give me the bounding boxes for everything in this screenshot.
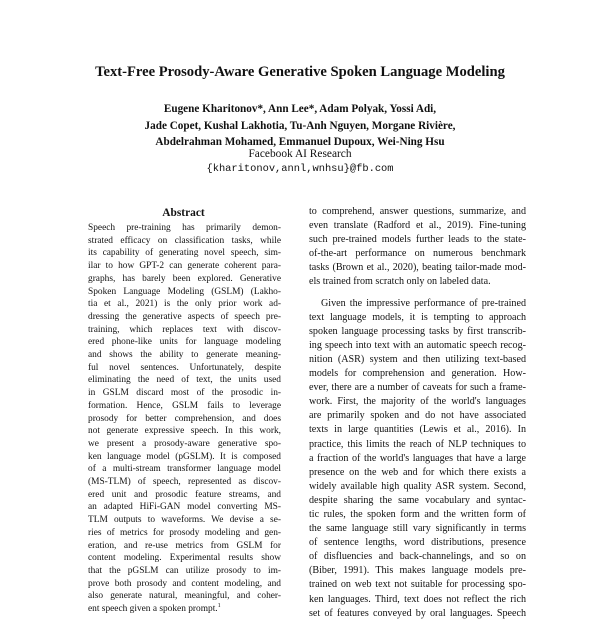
body-line: trained on web text not suitable for processing spo- xyxy=(309,579,526,591)
body-line: are primarily spoken and do not have associated xyxy=(309,410,526,422)
body-line: of-the-art performance on numerous benchmark xyxy=(309,248,526,260)
abstract-body xyxy=(88,222,281,616)
body-line: practice, this limits the reach of NLP techniques to xyxy=(309,438,526,450)
body-line: work. First, the majority of the world's languages xyxy=(309,396,526,408)
abstract-line: also generate natural, meaningful, and coher- xyxy=(88,591,281,602)
paper-title: Text-Free Prosody-Aware Generative Spoken Language Modeling xyxy=(95,64,505,80)
abstract-line: ered unit and prosodic feature streams, and xyxy=(88,489,281,500)
abstract-line: dressing the generative aspects of speech pre- xyxy=(88,311,281,322)
abstract-line: of a multi-stream transformer language model xyxy=(88,464,281,475)
body-column-right xyxy=(309,205,526,621)
abstract-line: in GSLM discard most of the prosodic in- xyxy=(88,388,281,399)
body-line: such pre-trained models further leads to the state- xyxy=(309,234,526,246)
abstract-line: ries of metrics for prosody modeling and gen- xyxy=(88,527,281,538)
abstract-line: ered phone-like units for language modeling xyxy=(88,337,281,348)
body-line: widely available high quality ASR system. Second, xyxy=(309,480,526,492)
body-line: the same language still vary significantly in terms xyxy=(309,523,526,535)
body-line: a fraction of the world's languages that have a large xyxy=(309,452,526,464)
abstract-line: ent speech given a spoken prompt. xyxy=(88,604,218,615)
abstract-line: ilar to how GPT-2 can generate coherent para- xyxy=(88,261,281,272)
abstract-line: an adapted HiFi-GAN model converting MS- xyxy=(88,502,281,513)
body-line: models for comprehension and generation. How- xyxy=(309,368,526,380)
abstract-line: eration, and re-use metrics from GSLM for xyxy=(88,540,281,551)
abstract-line: content modeling. Experimental results show xyxy=(88,553,281,564)
body-line: texts in large quantities (Lewis et al., 2016). In xyxy=(309,424,526,436)
body-line: (Biber, 1991). This makes language models pre- xyxy=(309,565,526,577)
abstract-line: graphs, has barely been explored. Generative xyxy=(88,273,281,284)
body-line: of sentence lengths, word distributions, presence xyxy=(309,537,526,549)
author-line: Abdelrahman Mohamed, Emmanuel Dupoux, Wei-Ning Hsu xyxy=(155,136,445,149)
body-line: Given the impressive performance of pre-trained xyxy=(321,297,526,309)
affiliation: Facebook AI Research xyxy=(248,148,352,160)
body-line: els trained from scratch only on labeled data. xyxy=(309,276,491,288)
author-line: Eugene Kharitonov*, Ann Lee*, Adam Polyak, Yossi Adi, xyxy=(163,103,437,115)
abstract-line: that the pGSLM can utilize prosody to im- xyxy=(88,565,281,576)
abstract-line: its capability of generating novel speech, sim- xyxy=(88,248,281,259)
body-line: set of features conveyed by oral languages. Speech xyxy=(309,607,526,619)
abstract-line: training, which replaces text with discov- xyxy=(88,324,281,335)
body-line: tic rules, the spoken form and the written form of xyxy=(309,508,526,520)
abstract-line: strated efficacy on classification tasks, while xyxy=(88,235,281,246)
abstract-line: TLM outputs to waveforms. We devise a se- xyxy=(88,515,281,526)
abstract-heading: Abstract xyxy=(162,207,205,219)
body-line: to comprehend, answer questions, summarize, and xyxy=(309,206,526,217)
footnote-mark[interactable]: 1 xyxy=(217,603,221,609)
abstract-last-line xyxy=(88,603,281,616)
body-line: tasks (Brown et al., 2020), beating tailor-made mod- xyxy=(309,262,526,274)
body-line: text language models, it is tempting to approach xyxy=(309,311,526,323)
body-line: even translate (Radford et al., 2019). Fine-tuning xyxy=(309,220,526,232)
abstract-line: and shows the ability to generate meaning- xyxy=(88,350,281,361)
abstract-line: eliminating the need of text, the units used xyxy=(88,375,281,386)
abstract-line: formation. Hence, GSLM fails to leverage xyxy=(88,400,281,411)
body-line: of disfluencies and back-channelings, and so on xyxy=(309,551,526,563)
abstract-line: Spoken Language Modeling (GSLM) (Lakho- xyxy=(88,286,281,297)
abstract-line: we present a prosody-aware generative spo- xyxy=(88,438,281,449)
body-line: ing speech into text with an automatic speech recog- xyxy=(309,339,526,351)
body-line: presence on the web and for which there exists a xyxy=(309,466,526,478)
abstract-line: prove both prosody and content modeling, and xyxy=(88,578,281,589)
paragraph-gap xyxy=(309,290,526,297)
body-line: ken languages. Third, text does not reflect the rich xyxy=(309,593,526,605)
body-line: nition (ASR) system and then utilizing text-based xyxy=(309,353,526,365)
body-line: spoken language processing tasks by first transcrib- xyxy=(309,325,526,337)
body-line: despite sharing the same vocabulary and syntac- xyxy=(309,494,526,506)
author-line: Jade Copet, Kushal Lakhotia, Tu-Anh Nguyen, Morgane Rivière, xyxy=(144,119,456,132)
abstract-line: (MS-TLM) of speech, represented as discov- xyxy=(88,477,281,488)
abstract-line: ken language model (pGSLM). It is composed xyxy=(88,451,281,462)
abstract-line: tia et al., 2021) is the only prior work ad- xyxy=(88,299,281,310)
abstract-line: prosody for better comprehension, and does xyxy=(88,413,281,424)
author-list xyxy=(60,101,540,151)
abstract-line: ful novel sentences. Unfortunately, despite xyxy=(88,362,281,373)
body-line: ever, there are a number of caveats for such a frame- xyxy=(309,382,526,394)
author-email: {kharitonov,annl,wnhsu}@fb.com xyxy=(206,163,394,175)
abstract-line: Speech pre-training has primarily demon- xyxy=(88,223,281,233)
abstract-line: not generate expressive speech. In this work, xyxy=(88,426,281,437)
